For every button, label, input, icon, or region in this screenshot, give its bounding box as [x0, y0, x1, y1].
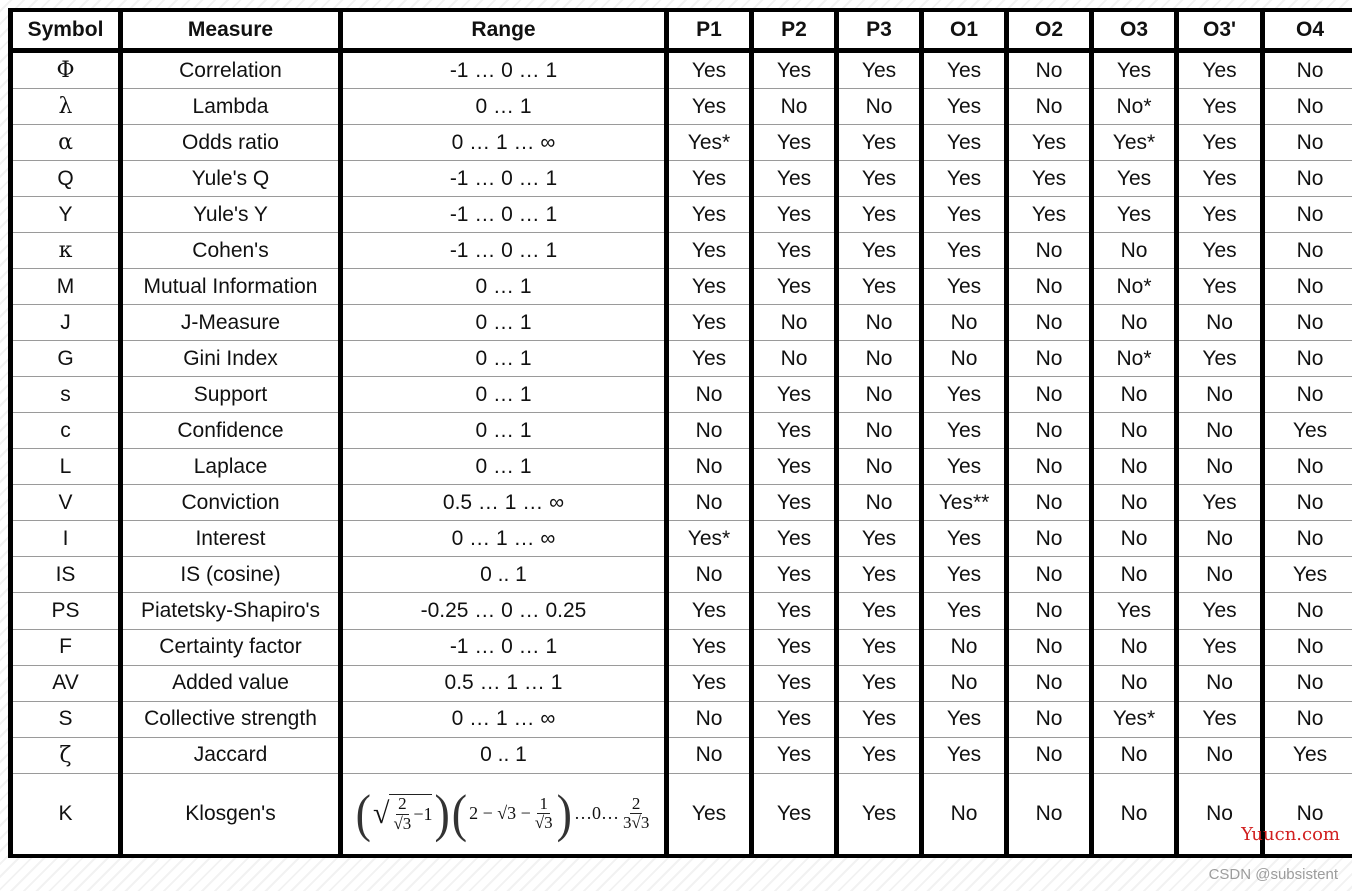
cell-p1: No	[667, 737, 752, 773]
cell-p1: No	[667, 701, 752, 737]
table-row	[11, 197, 1352, 233]
cell-range: 0 … 1	[341, 449, 667, 485]
formula-frac-a	[391, 795, 413, 833]
cell-o1: Yes	[922, 377, 1007, 413]
cell-o3-prime: No	[1177, 305, 1263, 341]
header-symbol: Symbol	[11, 10, 121, 51]
cell-o2: Yes	[1007, 125, 1092, 161]
cell-symbol: Φ	[11, 51, 121, 89]
table-row	[11, 341, 1352, 377]
cell-p3: No	[837, 377, 922, 413]
cell-symbol: F	[11, 629, 121, 665]
cell-range: -1 … 0 … 1	[341, 197, 667, 233]
cell-o1: Yes	[922, 557, 1007, 593]
cell-range: -1 … 0 … 1	[341, 629, 667, 665]
cell-p2: Yes	[752, 233, 837, 269]
header-range: Range	[341, 10, 667, 51]
header-measure: Measure	[121, 10, 341, 51]
cell-measure: Gini Index	[121, 341, 341, 377]
cell-o3-prime: No	[1177, 521, 1263, 557]
sqrt-sign: √	[373, 796, 390, 830]
header-o3: O3	[1092, 10, 1177, 51]
cell-o3: No*	[1092, 269, 1177, 305]
cell-p1: Yes	[667, 341, 752, 377]
cell-o3: Yes	[1092, 197, 1177, 233]
cell-o4: No	[1263, 629, 1352, 665]
cell-symbol: K	[11, 773, 121, 856]
cell-p2: Yes	[752, 197, 837, 233]
cell-p1: No	[667, 449, 752, 485]
table-row	[11, 737, 1352, 773]
cell-p1: Yes	[667, 665, 752, 701]
cell-p1: No	[667, 557, 752, 593]
cell-measure: Klosgen's	[121, 773, 341, 856]
cell-o2: No	[1007, 413, 1092, 449]
cell-o2: No	[1007, 485, 1092, 521]
sqrt-body	[389, 794, 432, 833]
cell-symbol: L	[11, 449, 121, 485]
cell-o4: Yes	[1263, 557, 1352, 593]
cell-o3: No	[1092, 557, 1177, 593]
cell-p3: Yes	[837, 629, 922, 665]
cell-measure: Mutual Information	[121, 269, 341, 305]
cell-o3: No	[1092, 233, 1177, 269]
cell-range: 0.5 … 1 … 1	[341, 665, 667, 701]
cell-range: 0 … 1	[341, 89, 667, 125]
cell-o2: No	[1007, 341, 1092, 377]
cell-o1: Yes	[922, 413, 1007, 449]
table-row	[11, 233, 1352, 269]
cell-o3-prime: Yes	[1177, 51, 1263, 89]
cell-o3: No*	[1092, 89, 1177, 125]
cell-p1: Yes*	[667, 125, 752, 161]
cell-measure: Collective strength	[121, 701, 341, 737]
cell-range-formula	[341, 773, 667, 856]
cell-o3-prime: Yes	[1177, 233, 1263, 269]
cell-o3: No	[1092, 413, 1177, 449]
header-o4: O4	[1263, 10, 1352, 51]
formula-middle: …0…	[573, 803, 619, 824]
table-row	[11, 521, 1352, 557]
cell-o4: No	[1263, 269, 1352, 305]
credit-watermark: CSDN @subsistent	[1208, 866, 1338, 883]
formula-minus-one: −1	[413, 803, 433, 824]
frac-c-den: 3√3	[622, 813, 650, 833]
cell-symbol: s	[11, 377, 121, 413]
table-row	[11, 485, 1352, 521]
cell-measure: Interest	[121, 521, 341, 557]
cell-o3-prime: Yes	[1177, 269, 1263, 305]
frac-a-den: √3	[393, 813, 412, 833]
cell-measure: Jaccard	[121, 737, 341, 773]
cell-measure: Lambda	[121, 89, 341, 125]
cell-o3-prime: No	[1177, 557, 1263, 593]
cell-o1: Yes	[922, 125, 1007, 161]
cell-o3: No	[1092, 629, 1177, 665]
table-row	[11, 593, 1352, 629]
cell-o3-prime: Yes	[1177, 161, 1263, 197]
cell-p3: Yes	[837, 521, 922, 557]
cell-o3-prime: Yes	[1177, 89, 1263, 125]
cell-measure: J-Measure	[121, 305, 341, 341]
cell-o3-prime: No	[1177, 449, 1263, 485]
cell-o1: Yes	[922, 89, 1007, 125]
cell-p3: No	[837, 305, 922, 341]
cell-p2: Yes	[752, 377, 837, 413]
cell-o1: Yes	[922, 161, 1007, 197]
cell-p1: No	[667, 377, 752, 413]
cell-p3: Yes	[837, 701, 922, 737]
cell-measure: Added value	[121, 665, 341, 701]
cell-p3: Yes	[837, 197, 922, 233]
cell-symbol: M	[11, 269, 121, 305]
table-row	[11, 305, 1352, 341]
cell-o3: No	[1092, 665, 1177, 701]
cell-o4: No	[1263, 125, 1352, 161]
cell-p2: Yes	[752, 413, 837, 449]
frac-a-num: 2	[398, 794, 407, 814]
header-p2: P2	[752, 10, 837, 51]
cell-o2: No	[1007, 737, 1092, 773]
formula-paren-open: (	[355, 783, 371, 843]
cell-p3: Yes	[837, 125, 922, 161]
formula-paren-close: )	[434, 783, 450, 843]
cell-o2: No	[1007, 773, 1092, 856]
cell-o1: Yes	[922, 593, 1007, 629]
cell-o3: No	[1092, 449, 1177, 485]
cell-p1: No	[667, 485, 752, 521]
table-row	[11, 377, 1352, 413]
cell-symbol: S	[11, 701, 121, 737]
cell-o4: No	[1263, 521, 1352, 557]
cell-o1: Yes	[922, 233, 1007, 269]
cell-o3: Yes	[1092, 593, 1177, 629]
cell-p2: Yes	[752, 737, 837, 773]
cell-range: 0 … 1 … ∞	[341, 701, 667, 737]
cell-o3: No	[1092, 377, 1177, 413]
cell-range: 0 .. 1	[341, 737, 667, 773]
cell-p2: Yes	[752, 485, 837, 521]
cell-p3: No	[837, 449, 922, 485]
header-row	[11, 10, 1352, 51]
formula-paren-open-2: (	[451, 783, 468, 843]
cell-symbol: Y	[11, 197, 121, 233]
cell-range: 0 … 1 … ∞	[341, 125, 667, 161]
cell-symbol: I	[11, 521, 121, 557]
cell-o4: No	[1263, 665, 1352, 701]
cell-measure: Confidence	[121, 413, 341, 449]
cell-o3-prime: Yes	[1177, 485, 1263, 521]
cell-symbol: AV	[11, 665, 121, 701]
cell-o1: Yes	[922, 449, 1007, 485]
table-row	[11, 89, 1352, 125]
cell-o3-prime: Yes	[1177, 593, 1263, 629]
cell-p2: Yes	[752, 521, 837, 557]
cell-o3: Yes	[1092, 51, 1177, 89]
table-row	[11, 269, 1352, 305]
cell-p2: Yes	[752, 629, 837, 665]
cell-o2: No	[1007, 557, 1092, 593]
cell-p1: Yes	[667, 305, 752, 341]
cell-range: 0.5 … 1 … ∞	[341, 485, 667, 521]
cell-p2: Yes	[752, 161, 837, 197]
cell-o1: Yes	[922, 269, 1007, 305]
cell-o3-prime: Yes	[1177, 629, 1263, 665]
klosgen-formula	[355, 783, 652, 843]
cell-o1: No	[922, 665, 1007, 701]
cell-o4: No	[1263, 449, 1352, 485]
cell-o3-prime: No	[1177, 665, 1263, 701]
cell-p2: Yes	[752, 701, 837, 737]
cell-o3-prime: No	[1177, 377, 1263, 413]
cell-p1: Yes	[667, 89, 752, 125]
cell-o4: No	[1263, 341, 1352, 377]
cell-o2: No	[1007, 89, 1092, 125]
cell-p3: Yes	[837, 557, 922, 593]
header-p1: P1	[667, 10, 752, 51]
cell-p2: Yes	[752, 773, 837, 856]
cell-p3: Yes	[837, 665, 922, 701]
frac-b-den: √3	[534, 813, 553, 833]
cell-range: -1 … 0 … 1	[341, 161, 667, 197]
cell-o4: No	[1263, 161, 1352, 197]
cell-o2: Yes	[1007, 161, 1092, 197]
table-row	[11, 449, 1352, 485]
cell-symbol: IS	[11, 557, 121, 593]
cell-o3-prime: Yes	[1177, 341, 1263, 377]
cell-p3: Yes	[837, 269, 922, 305]
cell-range: 0 .. 1	[341, 557, 667, 593]
table-row	[11, 557, 1352, 593]
header-o3-prime: O3'	[1177, 10, 1263, 51]
cell-p2: Yes	[752, 125, 837, 161]
cell-measure: Odds ratio	[121, 125, 341, 161]
cell-o4: No	[1263, 377, 1352, 413]
cell-measure: Piatetsky-Shapiro's	[121, 593, 341, 629]
cell-o1: No	[922, 773, 1007, 856]
table-container	[8, 8, 1345, 858]
cell-symbol: λ	[11, 89, 121, 125]
table-row	[11, 125, 1352, 161]
cell-o1: No	[922, 629, 1007, 665]
site-watermark: Yuucn.com	[1241, 824, 1340, 845]
cell-p2: Yes	[752, 51, 837, 89]
cell-o3: No	[1092, 305, 1177, 341]
cell-p2: No	[752, 305, 837, 341]
cell-p3: No	[837, 89, 922, 125]
cell-o1: Yes	[922, 737, 1007, 773]
cell-symbol: α	[11, 125, 121, 161]
frac-b-num: 1	[539, 793, 548, 813]
table-row	[11, 665, 1352, 701]
table-row	[11, 629, 1352, 665]
cell-o3: No	[1092, 773, 1177, 856]
table-row	[11, 413, 1352, 449]
cell-p3: No	[837, 341, 922, 377]
table-row	[11, 51, 1352, 89]
cell-o3: Yes	[1092, 161, 1177, 197]
cell-o3: No*	[1092, 341, 1177, 377]
cell-p1: No	[667, 413, 752, 449]
formula-frac-b	[533, 795, 555, 833]
cell-o4: No	[1263, 773, 1352, 856]
cell-p2: Yes	[752, 665, 837, 701]
cell-measure: Yule's Q	[121, 161, 341, 197]
cell-o3-prime: Yes	[1177, 701, 1263, 737]
cell-o2: No	[1007, 377, 1092, 413]
cell-p2: Yes	[752, 449, 837, 485]
cell-o2: No	[1007, 233, 1092, 269]
table-row-klosgen	[11, 773, 1352, 856]
cell-range: 0 … 1	[341, 269, 667, 305]
cell-o3-prime: Yes	[1177, 125, 1263, 161]
formula-paren-close-2: )	[556, 783, 572, 843]
cell-measure: Correlation	[121, 51, 341, 89]
cell-p1: Yes	[667, 197, 752, 233]
cell-p2: No	[752, 341, 837, 377]
cell-o2: No	[1007, 521, 1092, 557]
cell-o3: Yes*	[1092, 125, 1177, 161]
cell-symbol: Q	[11, 161, 121, 197]
cell-o4: No	[1263, 89, 1352, 125]
cell-p3: Yes	[837, 51, 922, 89]
formula-two-minus: 2 − √3 −	[469, 803, 531, 824]
cell-p1: Yes	[667, 773, 752, 856]
cell-o4: No	[1263, 51, 1352, 89]
cell-p2: Yes	[752, 593, 837, 629]
table-row	[11, 701, 1352, 737]
frac-c-num: 2	[631, 793, 641, 813]
cell-o2: No	[1007, 629, 1092, 665]
cell-o4: No	[1263, 305, 1352, 341]
cell-p3: Yes	[837, 161, 922, 197]
cell-o4: No	[1263, 593, 1352, 629]
cell-range: -1 … 0 … 1	[341, 51, 667, 89]
cell-o1: Yes	[922, 197, 1007, 233]
cell-p1: Yes	[667, 51, 752, 89]
cell-range: -0.25 … 0 … 0.25	[341, 593, 667, 629]
cell-o2: No	[1007, 701, 1092, 737]
cell-range: 0 … 1	[341, 377, 667, 413]
cell-o4: No	[1263, 701, 1352, 737]
header-o1: O1	[922, 10, 1007, 51]
cell-o1: No	[922, 305, 1007, 341]
cell-o1: Yes**	[922, 485, 1007, 521]
cell-range: 0 … 1	[341, 413, 667, 449]
cell-o3: No	[1092, 521, 1177, 557]
cell-o4: No	[1263, 485, 1352, 521]
cell-p1: Yes	[667, 233, 752, 269]
cell-p3: Yes	[837, 773, 922, 856]
cell-measure: Conviction	[121, 485, 341, 521]
cell-range: 0 … 1	[341, 305, 667, 341]
cell-measure: Cohen's	[121, 233, 341, 269]
cell-p3: Yes	[837, 737, 922, 773]
cell-symbol: PS	[11, 593, 121, 629]
cell-symbol: J	[11, 305, 121, 341]
cell-range: 0 … 1 … ∞	[341, 521, 667, 557]
cell-o3: No	[1092, 737, 1177, 773]
cell-range: 0 … 1	[341, 341, 667, 377]
cell-p2: Yes	[752, 557, 837, 593]
cell-o4: No	[1263, 233, 1352, 269]
table-body	[11, 51, 1352, 857]
cell-p2: Yes	[752, 269, 837, 305]
cell-o1: Yes	[922, 51, 1007, 89]
measures-table	[8, 8, 1352, 858]
cell-o2: No	[1007, 51, 1092, 89]
cell-symbol: ζ	[11, 737, 121, 773]
cell-o2: No	[1007, 305, 1092, 341]
cell-o3: No	[1092, 485, 1177, 521]
cell-o3-prime: No	[1177, 737, 1263, 773]
cell-range: -1 … 0 … 1	[341, 233, 667, 269]
cell-measure: IS (cosine)	[121, 557, 341, 593]
cell-symbol: G	[11, 341, 121, 377]
cell-o3-prime: No	[1177, 413, 1263, 449]
cell-p3: No	[837, 413, 922, 449]
cell-o1: Yes	[922, 701, 1007, 737]
cell-measure: Laplace	[121, 449, 341, 485]
cell-o3-prime: No	[1177, 773, 1263, 856]
cell-p1: Yes	[667, 161, 752, 197]
cell-measure: Yule's Y	[121, 197, 341, 233]
header-o2: O2	[1007, 10, 1092, 51]
cell-p2: No	[752, 89, 837, 125]
cell-symbol: V	[11, 485, 121, 521]
cell-o1: No	[922, 341, 1007, 377]
cell-o2: No	[1007, 665, 1092, 701]
cell-p1: Yes	[667, 269, 752, 305]
cell-o3: Yes*	[1092, 701, 1177, 737]
cell-measure: Certainty factor	[121, 629, 341, 665]
cell-o2: No	[1007, 593, 1092, 629]
cell-o2: No	[1007, 449, 1092, 485]
cell-p3: No	[837, 485, 922, 521]
cell-o3-prime: Yes	[1177, 197, 1263, 233]
header-p3: P3	[837, 10, 922, 51]
cell-o2: Yes	[1007, 197, 1092, 233]
cell-o4: Yes	[1263, 413, 1352, 449]
cell-symbol: κ	[11, 233, 121, 269]
cell-p3: Yes	[837, 233, 922, 269]
cell-symbol: c	[11, 413, 121, 449]
cell-measure: Support	[121, 377, 341, 413]
cell-o4: No	[1263, 197, 1352, 233]
formula-sqrt	[373, 794, 432, 833]
cell-o1: Yes	[922, 521, 1007, 557]
cell-o2: No	[1007, 269, 1092, 305]
formula-frac-c	[621, 795, 651, 833]
cell-p1: Yes	[667, 629, 752, 665]
cell-o4: Yes	[1263, 737, 1352, 773]
cell-p1: Yes*	[667, 521, 752, 557]
cell-p1: Yes	[667, 593, 752, 629]
table-row	[11, 161, 1352, 197]
cell-p3: Yes	[837, 593, 922, 629]
